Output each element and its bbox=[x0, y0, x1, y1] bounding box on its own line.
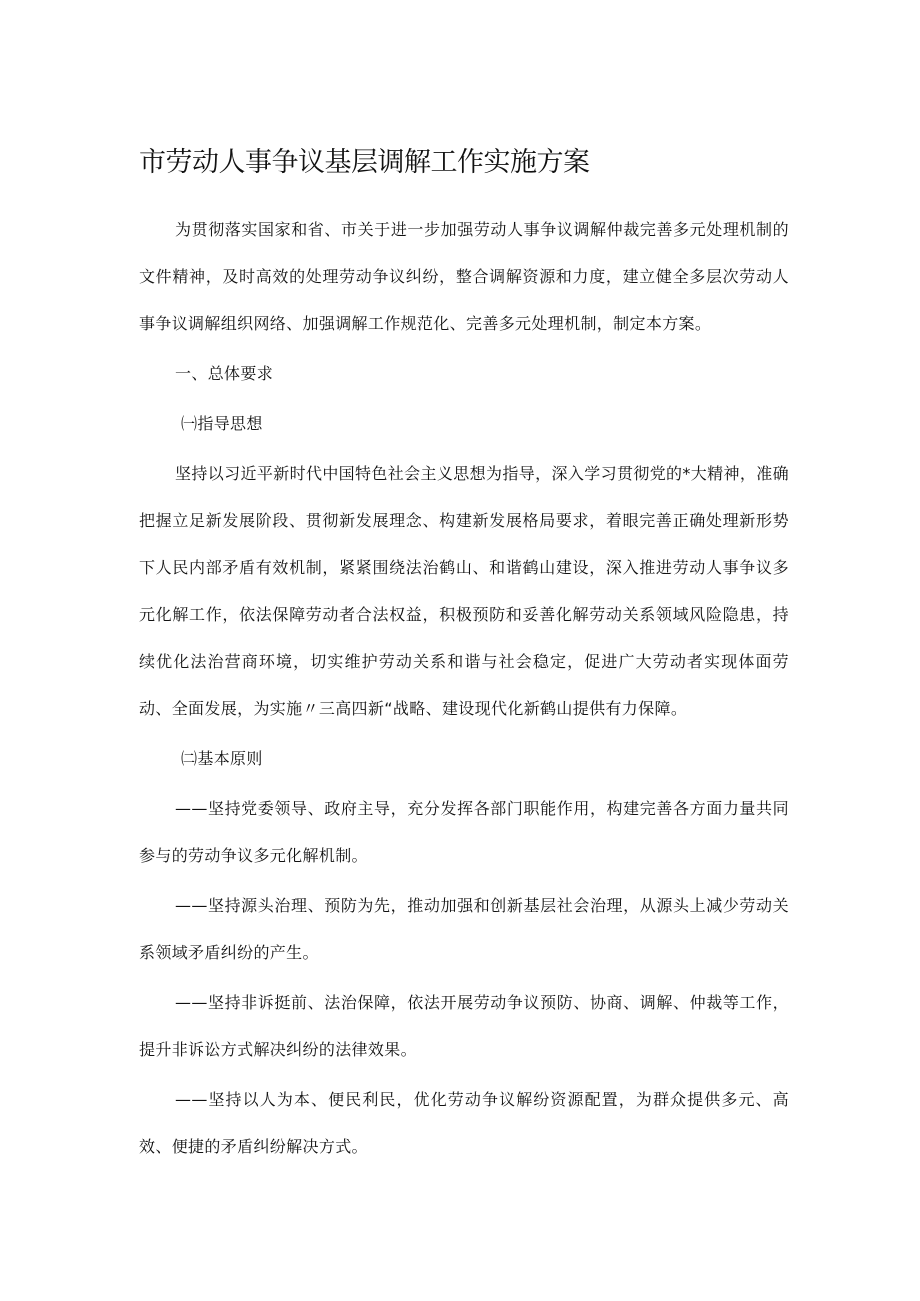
intro-paragraph: 为贯彻落实国家和省、市关于进一步加强劳动人事争议调解仲裁完善多元处理机制的文件精神，及时高效的处理劳动争议纠纷，整合调解资源和力度，建立健全多层次劳动人事争议调解组织网络、加强调解工作规范化、完善多元处理机制，制定本方案。 bbox=[139, 220, 789, 333]
principle-paragraph: ——坚持非诉挺前、法治保障，依法开展劳动争议预防、协商、调解、仲裁等工作，提升非诉讼方式解决纠纷的法律效果。 bbox=[139, 993, 789, 1059]
principle-paragraph: ——坚持源头治理、预防为先，推动加强和创新基层社会治理，从源头上减少劳动关系领域矛盾纠纷的产生。 bbox=[139, 896, 789, 962]
section-heading-overall-requirements: 一、总体要求 bbox=[175, 364, 274, 383]
document-title: 市劳动人事争议基层调解工作实施方案 bbox=[139, 147, 590, 178]
subsection-heading-guiding-thought: ㈠指导思想 bbox=[181, 414, 263, 433]
principle-paragraph: ——坚持党委领导、政府主导，充分发挥各部门职能作用，构建完善各方面力量共同参与的劳动争议多元化解机制。 bbox=[139, 799, 789, 865]
principle-paragraph: ——坚持以人为本、便民利民，优化劳动争议解纷资源配置，为群众提供多元、高效、便捷的矛盾纠纷解决方式。 bbox=[139, 1090, 789, 1156]
document-body bbox=[139, 206, 789, 1173]
guiding-thought-paragraph: 坚持以习近平新时代中国特色社会主义思想为指导，深入学习贯彻党的*大精神，准确把握立足新发展阶段、贯彻新发展理念、构建新发展格局要求，着眼完善正确处理新形势下人民内部矛盾有效机制，紧紧围绕法治鹤山、和谐鹤山建设，深入推进劳动人事争议多元化解工作，依法保障劳动者合法权益，积极预防和妥善化解劳动关系领域风险隐患，持续优化法治营商环境，切实维护劳动关系和谐与社会稳定，促进广大劳动者实现体面劳动、全面发展，为实施〃三高四新“战略、建设现代化新鹤山提供有力保障。 bbox=[139, 464, 789, 718]
subsection-heading-basic-principles: ㈡基本原则 bbox=[181, 749, 263, 768]
